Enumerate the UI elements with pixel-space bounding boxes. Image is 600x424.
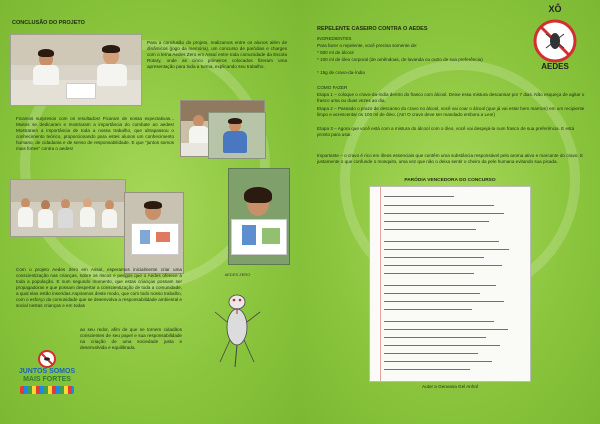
logo-line-2: MAIS FORTES — [23, 376, 71, 383]
repelente-title: REPELENTE CASEIRO CONTRA O AEDES — [317, 26, 428, 32]
etapa-2: Etapa 2 – Passado o prazo de descanso do cravo no álcool, você vai coar o álcool (que já vai estar bem marrom) em um recipiente limpo e acrescentar os 100 ml de óleo. (Atr! O cravo deve ser mandado embora a Leo!) — [317, 106, 585, 117]
logo-line-1: JUNTOS SOMOS — [18, 368, 76, 375]
como-fazer-label: COMO FAZER — [317, 85, 348, 90]
people-row-icon — [20, 386, 74, 394]
results-paragraph: Ficamos surpresos com os resultados! Ficaram de nossa expectativas... Muitos se dedicaram e mostraram a importância do combate ao aedes! Mostraram a importância de toda a nossa trabalho, que ultrapassou o conhecimento teórico, proporcionando para estes alunos um conhecimento humano, de cidadania e de senso de responsabilidade. E que "juntos somos mais fortes" contra o aedes! — [16, 116, 174, 151]
ingredient-3: * 15g de cravo-da-índia — [317, 70, 365, 75]
drawing-caption: AEDES ZERO — [224, 272, 251, 277]
juntos-logo — [14, 349, 80, 397]
handwritten-parody-sheet — [369, 186, 531, 382]
mosquito-drawing — [210, 272, 265, 382]
etapa-1: Etapa 1 – coloque o cravo-da-índia dentro do frasco com álcool. Deixe essa mistura descansar por 7 dias. Não esqueça de agitar o frasco uma ou duas vezes ao dia. — [317, 92, 585, 103]
ingredient-1: * 500 ml de álcool — [317, 50, 354, 55]
conclusao-paragraph: Para a conclusão do projeto, realizamos entre os alunos além de dinâmicos (jogo da memória), um concurso de paródias e charges com o tema Aedes Zero em Assaí entre toda comunidade da Escola Rotary, onde as cinco primeiros colocados fizeram uma apresentação para toda a turma, explicando seu trabalho. — [147, 40, 287, 69]
mosquito-illustration-icon — [210, 272, 265, 382]
classroom-photo-3 — [208, 112, 266, 159]
right-page — [300, 0, 600, 424]
importante-note: Importante – o cravo é rico em óleos essenciais que contêm uma substância responsável pelo aroma ativo e marcante do cravo. E justamente o que confunde o mosquito, uma vez que não o deixa sentir o cheiro da pele humana evitando sua picada. — [317, 153, 584, 164]
student-poster-photo — [124, 192, 184, 274]
ingredientes-label: INGREDIENTES — [317, 36, 352, 41]
expectations-paragraph: Com o projeto Aedes Zero em Assaí, esperamos inicialmente criar uma conscientização nas crianças, sobre os riscos e perigos que o Aedes oferece à toda a população. E num segundo momento, que estas crianças possam ser propagadoras e que possam despertar a conscientização de toda a comunidade, a qual elas estão inseridas.Aspiramos deste modo, que com todo nosso trabalho, com o esforço da comunidade que se desenvolva a responsabilidade ambiental e social nestas crianças e em todas — [16, 267, 182, 308]
xo-aedes-badge — [528, 4, 582, 74]
expectations-paragraph-continued: ao seu redor, afim de que se tornem cidadãos conscientes de seu papel e sua responsabilidade na criação de uma sociedade justa e desenvolvida e equilibrada. — [80, 327, 182, 350]
badge-bottom-text: AEDES — [541, 62, 569, 71]
ingredient-2: * 100 ml de óleo corporal (de amêndoas, de lavanda ou outro de sua preferência) — [317, 57, 483, 62]
students-group-photo — [10, 179, 126, 237]
parodia-title: PARÓDIA VENCEDORA DO CONCURSO — [404, 178, 496, 183]
child-portrait-photo — [228, 168, 290, 265]
parodia-author: Autor a Geovana Gel Anhol — [422, 384, 478, 389]
badge-top-text: XÔ — [548, 4, 562, 14]
conclusao-title: CONCLUSÃO DO PROJETO — [12, 20, 85, 26]
classroom-photo-1 — [10, 34, 142, 106]
etapa-3: Etapa 3 – Agora que você está com a mistura do álcool com o óleo, você vai despejá-la num frasco de sua preferência. E está pronto para usar. — [317, 126, 575, 137]
ingredientes-intro: Para fazer o repelente, você precisa somente de: — [317, 43, 418, 48]
